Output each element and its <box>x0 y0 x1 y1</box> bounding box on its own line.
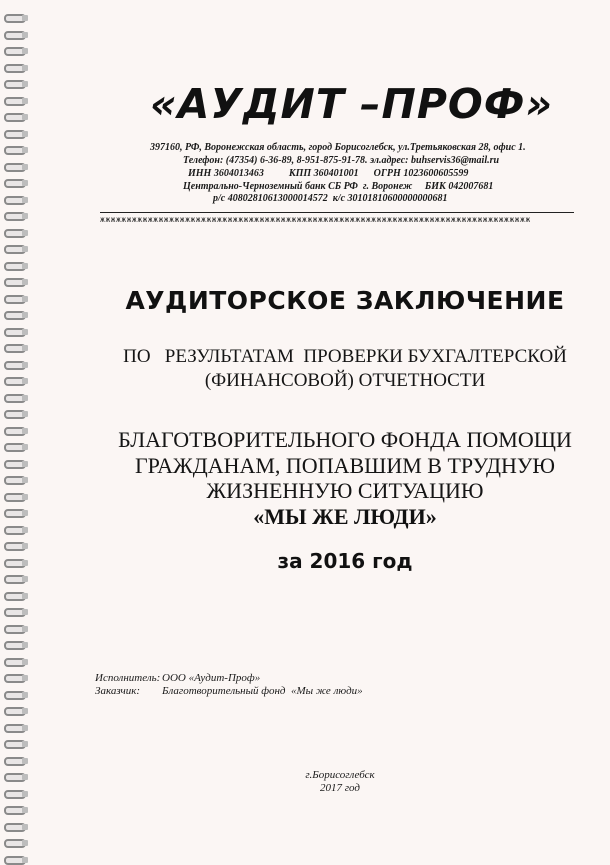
binding-hole <box>22 741 28 747</box>
binding-hole <box>22 345 28 351</box>
binding-hole <box>22 659 28 665</box>
binding-hole <box>22 560 28 566</box>
binding-hole <box>22 807 28 813</box>
binding-hole <box>22 81 28 87</box>
report-period: за 2016 год <box>277 549 413 573</box>
binding-hole <box>22 791 28 797</box>
binding-hole <box>22 197 28 203</box>
binding-hole <box>22 477 28 483</box>
binding-hole <box>22 576 28 582</box>
executor-label: Исполнитель: <box>95 672 161 684</box>
binding-hole <box>22 263 28 269</box>
address-line-4: Центрально-Черноземный банк СБ РФ г. Воронеж БИК 042007681 <box>183 181 494 192</box>
header-divider <box>100 212 574 213</box>
binding-hole <box>22 296 28 302</box>
binding-hole <box>22 626 28 632</box>
binding-hole <box>22 725 28 731</box>
fund-line-3: ЖИЗНЕННУЮ СИТУАЦИЮ <box>206 478 484 503</box>
binding-hole <box>22 857 28 863</box>
subtitle-line-2: (ФИНАНСОВОЙ) ОТЧЕТНОСТИ <box>204 370 486 391</box>
binding-hole <box>22 494 28 500</box>
fund-line-1: БЛАГОТВОРИТЕЛЬНОГО ФОНДА ПОМОЩИ <box>118 427 572 452</box>
binding-hole <box>22 180 28 186</box>
binding-hole <box>22 840 28 846</box>
binding-hole <box>22 593 28 599</box>
binding-hole <box>22 411 28 417</box>
document-title: АУДИТОРСКОЕ ЗАКЛЮЧЕНИЕ <box>125 286 565 315</box>
binding-hole <box>22 147 28 153</box>
binding-hole <box>22 279 28 285</box>
document-year: 2017 год <box>320 782 360 794</box>
city: г.Борисоглебск <box>305 769 375 781</box>
binding-hole <box>22 543 28 549</box>
address-line-2: Телефон: (47354) 6-36-89, 8-951-875-91-78. эл.адрес: buhservis36@mail.ru <box>183 155 500 166</box>
binding-hole <box>22 692 28 698</box>
executor-value: ООО «Аудит-Проф» <box>162 672 261 684</box>
spiral-binding <box>0 0 34 865</box>
binding-hole <box>22 98 28 104</box>
binding-hole <box>22 329 28 335</box>
binding-hole <box>22 230 28 236</box>
customer-value: Благотворительный фонд «Мы же люди» <box>162 685 363 697</box>
address-line-1: 397160, РФ, Воронежская область, город Борисоглебск, ул.Третьяковская 28, офис 1. <box>150 142 526 153</box>
binding-hole <box>22 642 28 648</box>
binding-hole <box>22 758 28 764</box>
company-logo-text: «АУДИТ –ПРОФ» <box>150 80 554 128</box>
binding-hole <box>22 32 28 38</box>
binding-hole <box>22 213 28 219</box>
binding-hole <box>22 131 28 137</box>
binding-hole <box>22 824 28 830</box>
binding-hole <box>22 609 28 615</box>
binding-hole <box>22 708 28 714</box>
binding-hole <box>22 15 28 21</box>
binding-hole <box>22 510 28 516</box>
binding-hole <box>22 428 28 434</box>
binding-hole <box>22 461 28 467</box>
address-line-3: ИНН 3604013463 КПП 360401001 ОГРН 1023600605599 <box>188 168 469 179</box>
customer-label: Заказчик: <box>95 685 141 697</box>
binding-hole <box>22 675 28 681</box>
subtitle-line-1: ПО РЕЗУЛЬТАТАМ ПРОВЕРКИ БУХГАЛТЕРСКОЙ <box>123 346 567 367</box>
fund-line-2: ГРАЖДАНАМ, ПОПАВШИМ В ТРУДНУЮ <box>134 453 556 478</box>
binding-hole <box>22 65 28 71</box>
binding-hole <box>22 312 28 318</box>
address-line-5: р/с 40802810613000014572 к/с 30101810600000000681 <box>213 193 448 204</box>
decorative-separator: жжжжжжжжжжжжжжжжжжжжжжжжжжжжжжжжжжжжжжжжжжжжжжжжжжжжжжжжжжжжжжжжжжжжжжжжжжжжжжжжж <box>100 215 531 224</box>
binding-hole <box>22 774 28 780</box>
fund-name: «МЫ ЖЕ ЛЮДИ» <box>253 504 437 529</box>
binding-hole <box>22 444 28 450</box>
binding-hole <box>22 378 28 384</box>
binding-hole <box>22 48 28 54</box>
binding-hole <box>22 362 28 368</box>
binding-hole <box>22 527 28 533</box>
binding-hole <box>22 246 28 252</box>
binding-hole <box>22 114 28 120</box>
binding-hole <box>22 395 28 401</box>
binding-hole <box>22 164 28 170</box>
